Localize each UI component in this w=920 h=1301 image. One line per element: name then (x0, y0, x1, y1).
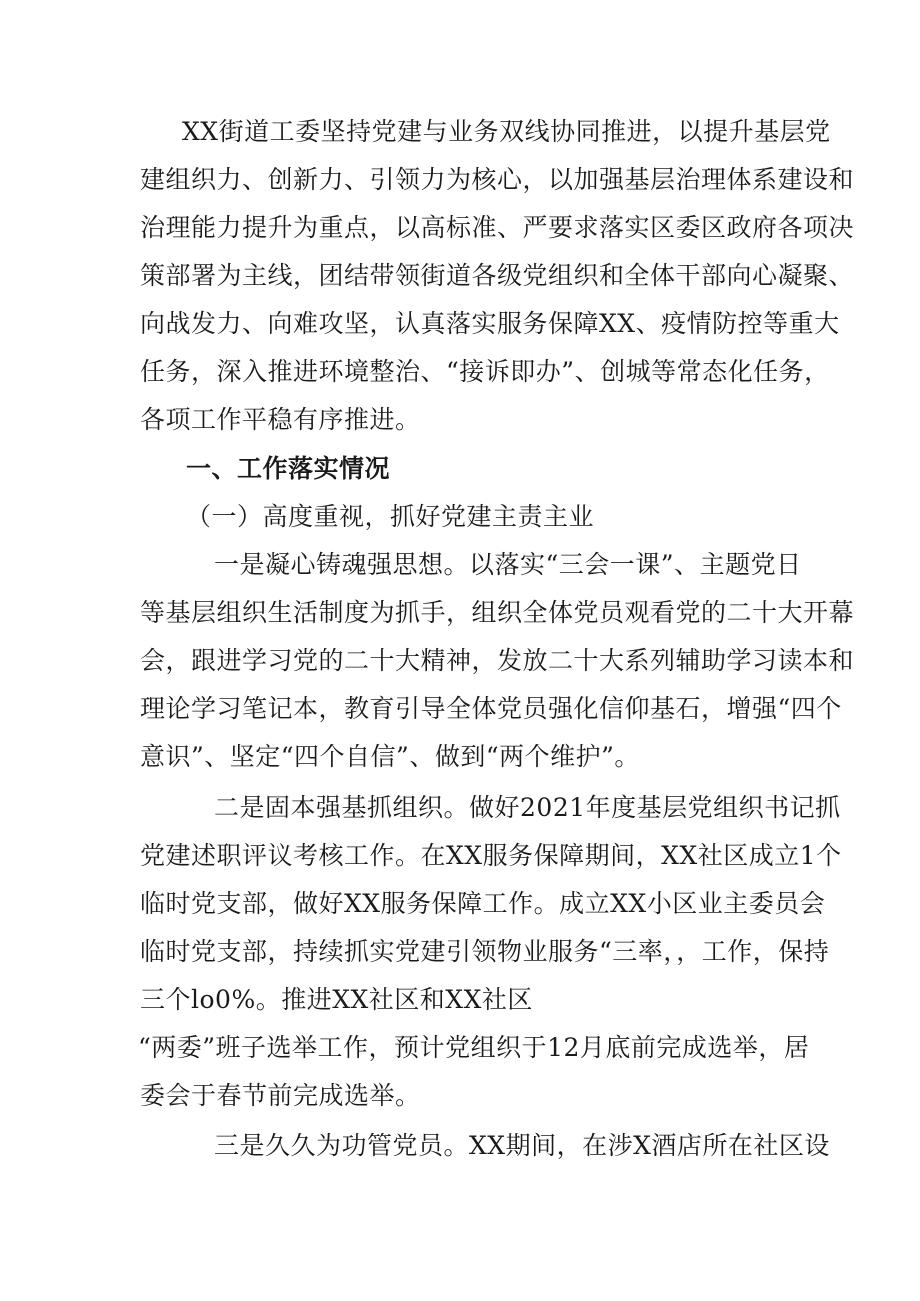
text-line: 临时党支部，持续抓实党建引领物业服务“三率，，工作，保持 (140, 937, 830, 966)
text-line: 一是凝心铸魂强思想。以落实“三会一课”、主题党日 (214, 550, 802, 579)
text-line: 任务，深入推进环境整治、“接诉即办”、创城等常态化任务， (140, 357, 830, 386)
text-line: 等基层组织生活制度为抓手，组织全体党员观看党的二十大开幕 (140, 598, 855, 627)
text-line: 理论学习笔记本，教育引导全体党员强化信仰基石，增强“四个 (140, 694, 842, 723)
text-line: 治理能力提升为重点，以高标准、严要求落实区委区政府各项决 (140, 213, 855, 242)
text-line: 意识”、坚定“四个自信”、做到“两个维护”。 (140, 742, 640, 771)
subsection-heading: （一）高度重视，抓好党建主责主业 (186, 502, 595, 531)
text-line: 临时党支部，做好XX服务保障工作。成立XX小区业主委员会 (140, 889, 826, 918)
text-line: 策部署为主线，团结带领街道各级党组织和全体干部向心凝聚、 (140, 261, 855, 290)
text-line: 向战发力、向难攻坚，认真落实服务保障XX、疫情防控等重大 (140, 309, 840, 338)
text-line: 党建述职评议考核工作。在XX服务保障期间，XX社区成立1个 (140, 841, 842, 870)
text-line: 各项工作平稳有序推进。 (140, 405, 421, 434)
text-line: 委会于春节前完成选举。 (140, 1081, 421, 1110)
text-line: 会，跟进学习党的二十大精神，发放二十大系列辅助学习读本和 (140, 646, 855, 675)
text-line: XX街道工委坚持党建与业务双线协同推进，以提升基层党 (182, 117, 831, 146)
text-line: 建组织力、创新力、引领力为核心，以加强基层治理体系建设和 (140, 165, 855, 194)
text-line: “两委”班子选举工作，预计党组织于12月底前完成选举，居 (138, 1033, 810, 1062)
text-line: 二是固本强基抓组织。做好2021年度基层党组织书记抓 (214, 793, 841, 822)
section-heading: 一、工作落实情况 (186, 454, 391, 483)
text-line: 三是久久为功管党员。XX期间，在涉X酒店所在社区设 (214, 1131, 830, 1160)
text-line: 三个lo0%。推进XX社区和XX社区 (140, 985, 533, 1014)
